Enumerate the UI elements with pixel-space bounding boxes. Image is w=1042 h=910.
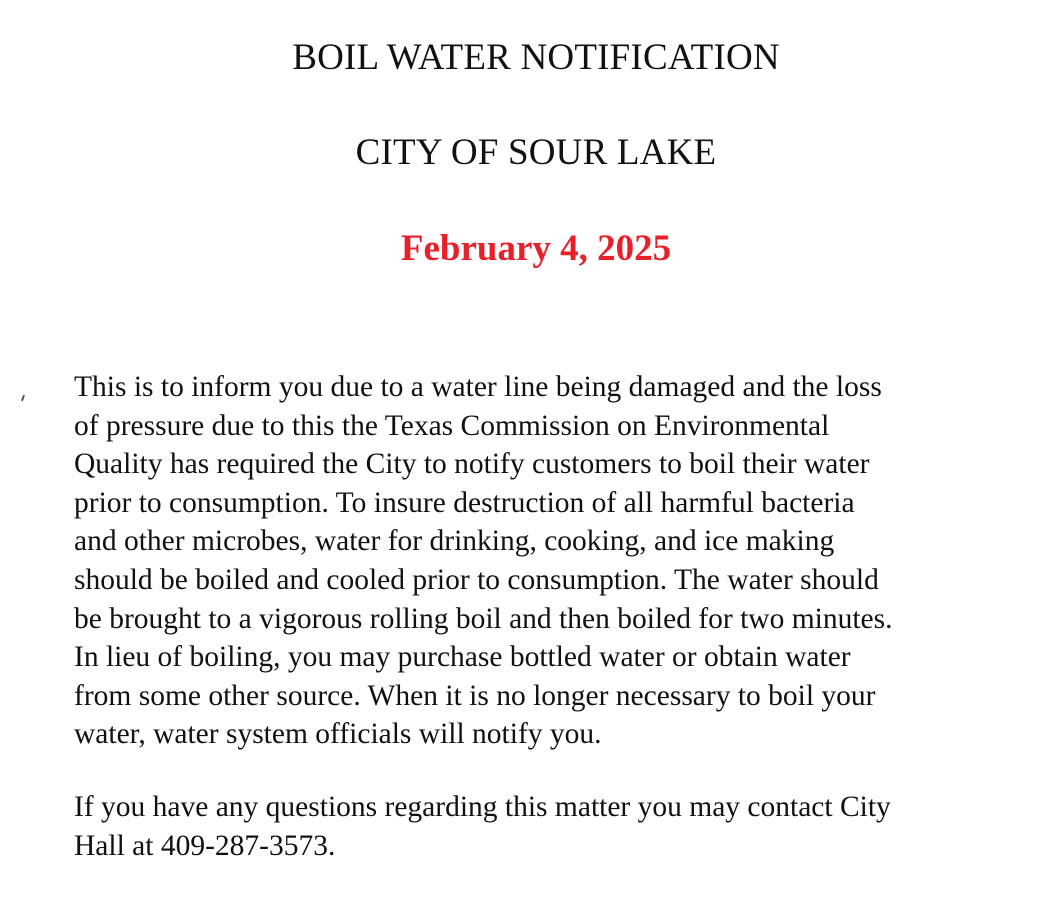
notice-paragraph-contact — [74, 788, 1014, 865]
scan-speck — [21, 395, 25, 401]
notice-title: BOIL WATER NOTIFICATION — [292, 37, 780, 78]
paragraph-line: This is to inform you due to a water line being damaged and the loss — [74, 371, 882, 403]
paragraph-line: prior to consumption. To insure destruction of all harmful bacteria — [74, 486, 855, 519]
city-name: CITY OF SOUR LAKE — [355, 132, 717, 173]
paragraph-line: In lieu of boiling, you may purchase bottled water or obtain water — [74, 641, 851, 674]
paragraph-line: Hall at 409-287-3573. — [74, 829, 336, 862]
paragraph-line: If you have any questions regarding this matter you may contact City — [74, 791, 891, 823]
notice-date: February 4, 2025 — [400, 228, 672, 269]
paragraph-line: from some other source. When it is no longer necessary to boil your — [74, 679, 876, 712]
paragraph-line: should be boiled and cooled prior to consumption. The water should — [74, 563, 879, 596]
paragraph-line: water, water system officials will notify you. — [74, 718, 602, 751]
paragraph-line: and other microbes, water for drinking, cooking, and ice making — [74, 525, 835, 558]
paragraph-line: of pressure due to this the Texas Commission on Environmental — [74, 409, 830, 442]
paragraph-line: be brought to a vigorous rolling boil and then boiled for two minutes. — [74, 602, 893, 635]
paragraph-line: Quality has required the City to notify customers to boil their water — [74, 448, 870, 481]
notice-paragraph-main — [74, 368, 1014, 754]
